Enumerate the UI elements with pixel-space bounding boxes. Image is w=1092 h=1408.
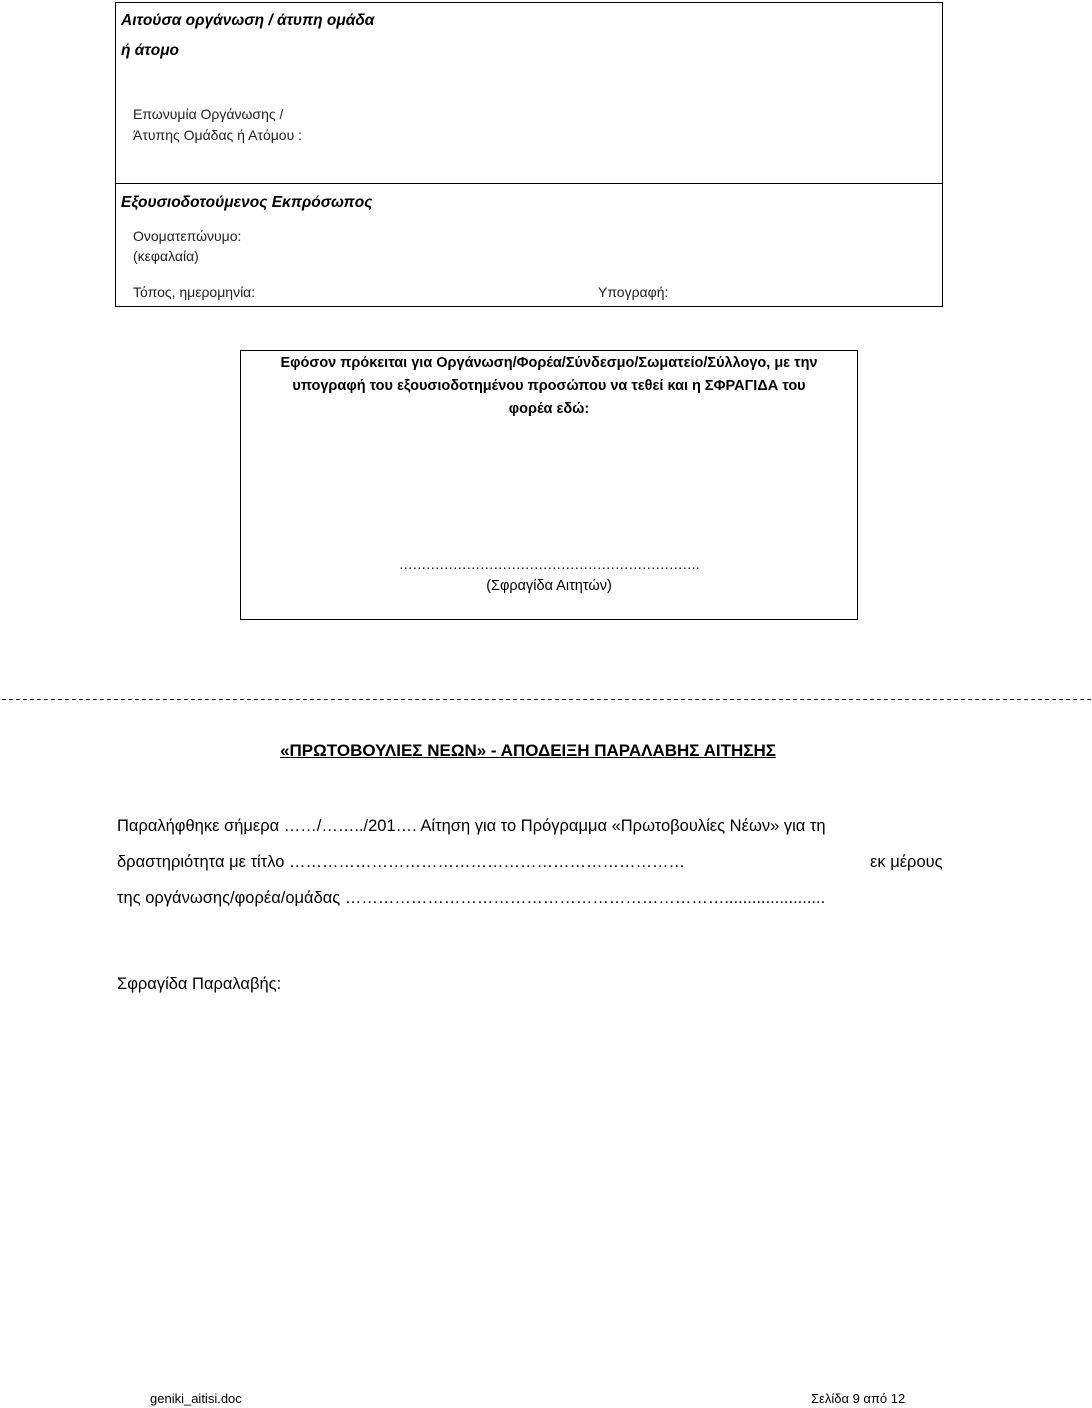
footer-page-info: Σελίδα 9 από 12 <box>811 1391 906 1406</box>
seal-instruction-line2: υπογραφή του εξουσιοδοτημένου προσώπου να τεθεί και η ΣΦΡΑΓΙΔΑ του <box>292 378 806 394</box>
organization-name-label-line2: Άτυπης Ομάδας ή Ατόμου : <box>133 127 303 143</box>
receipt-stamp-label: Σφραγίδα Παραλαβής: <box>117 975 282 993</box>
seal-caption: (Σφραγίδα Αιτητών) <box>486 578 612 594</box>
footer-filename: geniki_aitisi.doc <box>150 1391 242 1406</box>
fullname-label: Ονοματεπώνυμο: <box>133 228 242 244</box>
applicant-heading-line2: ή άτομο <box>121 42 180 59</box>
seal-instruction-line3: φορέα εδώ: <box>508 401 590 417</box>
organization-name-label-line1: Επωνυμία Οργάνωσης / <box>133 106 284 122</box>
seal-instruction-line1: Εφόσον πρόκειται για Οργάνωση/Φορέα/Σύνδεσμο/Σωματείο/Σύλλογο, με την <box>280 355 818 371</box>
receipt-title: «ΠΡΩΤΟΒΟΥΛΙΕΣ ΝΕΩΝ» - ΑΠΟΔΕΙΞΗ ΠΑΡΑΛΑΒΗΣ ΑΙΤΗΣΗΣ <box>280 741 776 760</box>
applicant-heading-line1: Αιτούσα οργάνωση / άτυπη ομάδα <box>121 12 375 29</box>
place-date-label: Τόπος, ημερομηνία: <box>133 284 256 300</box>
representative-heading: Εξουσιοδοτούμενος Εκπρόσωπος <box>121 194 373 211</box>
receipt-line-1: Παραλήφθηκε σήμερα ……/……../201…. Αίτηση για το Πρόγραμμα «Πρωτοβουλίες Νέων» για τη <box>117 817 826 835</box>
receipt-line-3: της οργάνωσης/φορέα/ομάδας ……………………………………………………………...................... <box>117 889 826 907</box>
capitals-note: (κεφαλαία) <box>133 248 199 264</box>
signature-label: Υπογραφή: <box>598 284 669 300</box>
receipt-line-2-end: εκ μέρους <box>870 853 943 871</box>
cut-line-separator: ------------------------------------------------------------------------------------------------------------------------------------------------------------ <box>0 692 1092 707</box>
seal-dots-line: …………………………………………………………. <box>398 556 700 572</box>
receipt-line-2: δραστηριότητα με τίτλο ……………………………………………………………… <box>117 853 685 871</box>
